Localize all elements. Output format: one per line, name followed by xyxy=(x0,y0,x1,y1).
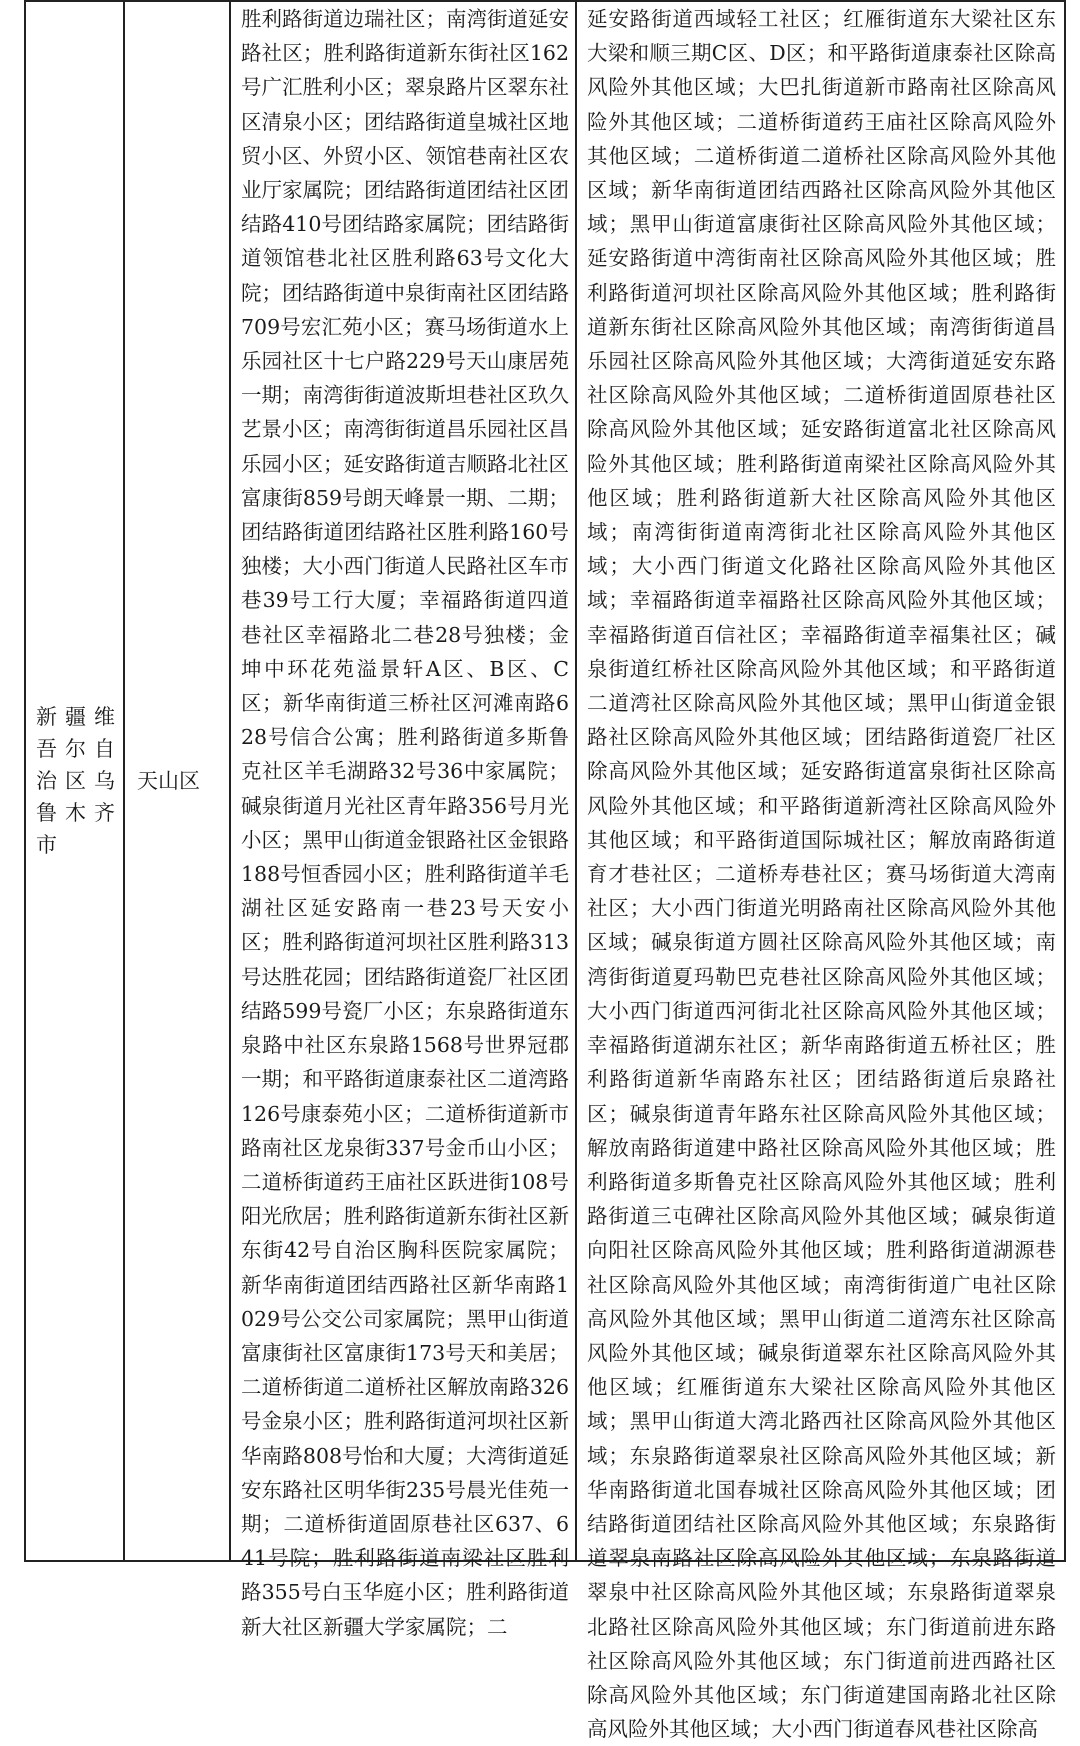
low-risk-cell xyxy=(576,1,1065,1742)
table-row xyxy=(25,1,1065,1561)
risk-area-table xyxy=(24,0,1066,1742)
district-text: 天山区 xyxy=(137,768,200,793)
medium-risk-cell xyxy=(230,1,576,1639)
province-city-text: 新疆维吾尔自治区乌鲁木齐市 xyxy=(36,705,115,857)
low-risk-text: 延安路街道西域轻工社区；红雁街道东大梁社区东大梁和顺三期C区、D区；和平路街道康泰社区除高风险外其他区域；大巴扎街道新市路南社区除高风险外其他区域；二道桥街道药王庙社区除高风险外其他区域；二道桥街道二道桥社区除高风险外其他区域；新华南街道团结西路社区除高风险外其他区域；黑甲山街道富康街社区除高风险外其他区域；延安路街道中湾街南社区除高风险外其他区域；胜利路街道河坝社区除高风险外其他区域；胜利路街道新东街社区除高风险外其他区域；南湾街街道昌乐园社区除高风险外其他区域；大湾街道延安东路社区除高风险外其他区域；二道桥街道固原巷社区除高风险外其他区域；延安路街道富北社区除高风险外其他区域；胜利路街道南梁社区除高风险外其他区域；胜利路街道新大社区除高风险外其他区域；南湾街街道南湾街北社区除高风险外其他区域；大小西门街道文化路社区除高风险外其他区域；幸福路街道幸福路社区除高风险外其他区域；幸福路街道百信社区；幸福路街道幸福集社区；碱泉街道红桥社区除高风险外其他区域；和平路街道二道湾社区除高风险外其他区域；黑甲山街道金银路社区除高风险外其他区域；团结路街道瓷厂社区除高风险外其他区域；延安路街道富泉街社区除高风险外其他区域；和平路街道新湾社区除高风险外其他区域；和平路街道国际城社区；解放南路街道育才巷社区；二道桥寿巷社区；赛马场街道大湾南社区；大小西门街道光明路南社区除高风险外其他区域；碱泉街道方圆社区除高风险外其他区域；南湾街街道夏玛勒巴克巷社区除高风险外其他区域；大小西门街道西河街北社区除高风险外其他区域；幸福路街道湖东社区；新华南路街道五桥社区；胜利路街道新华南路东社区；团结路街道后泉路社区；碱泉街道青年路东社区除高风险外其他区域；解放南路街道建中路社区除高风险外其他区域；胜利路街道多斯鲁克社区除高风险外其他区域；胜利路街道三屯碑社区除高风险外其他区域；碱泉街道向阳社区除高风险外其他区域；胜利路街道湖源巷社区除高风险外其他区域；南湾街街道广电社区除高风险外其他区域；黑甲山街道二道湾东社区除高风险外其他区域；碱泉街道翠东社区除高风险外其他区域；红雁街道东大梁社区除高风险外其他区域；黑甲山街道大湾北路西社区除高风险外其他区域；东泉路街道翠泉社区除高风险外其他区域；新华南路街道北国春城社区除高风险外其他区域；团结路街道团结社区除高风险外其他区域；东泉路街道翠泉南路社区除高风险外其他区域；东泉路街道翠泉中社区除高风险外其他区域；东泉路街道翠泉北路社区除高风险外其他区域；东门街道前进东路社区除高风险外其他区域；东门街道前进西路社区除高风险外其他区域；东门街道建国南路北社区除高风险外其他区域；大小西门街道春风巷社区除高 xyxy=(587,7,1056,1742)
province-city-cell xyxy=(25,1,124,1561)
medium-risk-text: 胜利路街道边瑞社区；南湾街道延安路社区；胜利路街道新东街社区162号广汇胜利小区；翠泉路片区翠东社区清泉小区；团结路街道皇城社区地贸小区、外贸小区、领馆巷南社区农业厅家属院；团结路街道团结社区团结路410号团结路家属院；团结路街道领馆巷北社区胜利路63号文化大院；团结路街道中泉街南社区团结路709号宏汇苑小区；赛马场街道水上乐园社区十七户路229号天山康居苑一期；南湾街街道波斯坦巷社区玖久艺景小区；南湾街街道昌乐园社区昌乐园小区；延安路街道吉顺路北社区富康街859号朗天峰景一期、二期；团结路街道团结路社区胜利路160号独楼；大小西门街道人民路社区车市巷39号工行大厦；幸福路街道四道巷社区幸福路北二巷28号独楼；金坤中环花苑溢景轩A区、B区、C区；新华南街道三桥社区河滩南路628号信合公寓；胜利路街道多斯鲁克社区羊毛湖路32号36中家属院；碱泉街道月光社区青年路356号月光小区；黑甲山街道金银路社区金银路188号恒香园小区；胜利路街道羊毛湖社区延安路南一巷23号天安小区；胜利路街道河坝社区胜利路313号达胜花园；团结路街道瓷厂社区团结路599号瓷厂小区；东泉路街道东泉路中社区东泉路1568号世界冠郡一期；和平路街道康泰社区二道湾路126号康泰苑小区；二道桥街道新市路南社区龙泉街337号金币山小区；二道桥街道药王庙社区跃进街108号阳光欣居；胜利路街道新东街社区新东街42号自治区胸科医院家属院；新华南街道团结西路社区新华南路1029号公交公司家属院；黑甲山街道富康街社区富康街173号天和美居；二道桥街道二道桥社区解放南路326号金泉小区；胜利路街道河坝社区新华南路808号怡和大厦；大湾街道延安东路社区明华街235号晨光佳苑一期；二道桥街道固原巷社区637、641号院；胜利路街道南梁社区胜利路355号白玉华庭小区；胜利路街道新大社区新疆大学家属院；二 xyxy=(241,7,569,1639)
district-cell xyxy=(124,1,230,1561)
